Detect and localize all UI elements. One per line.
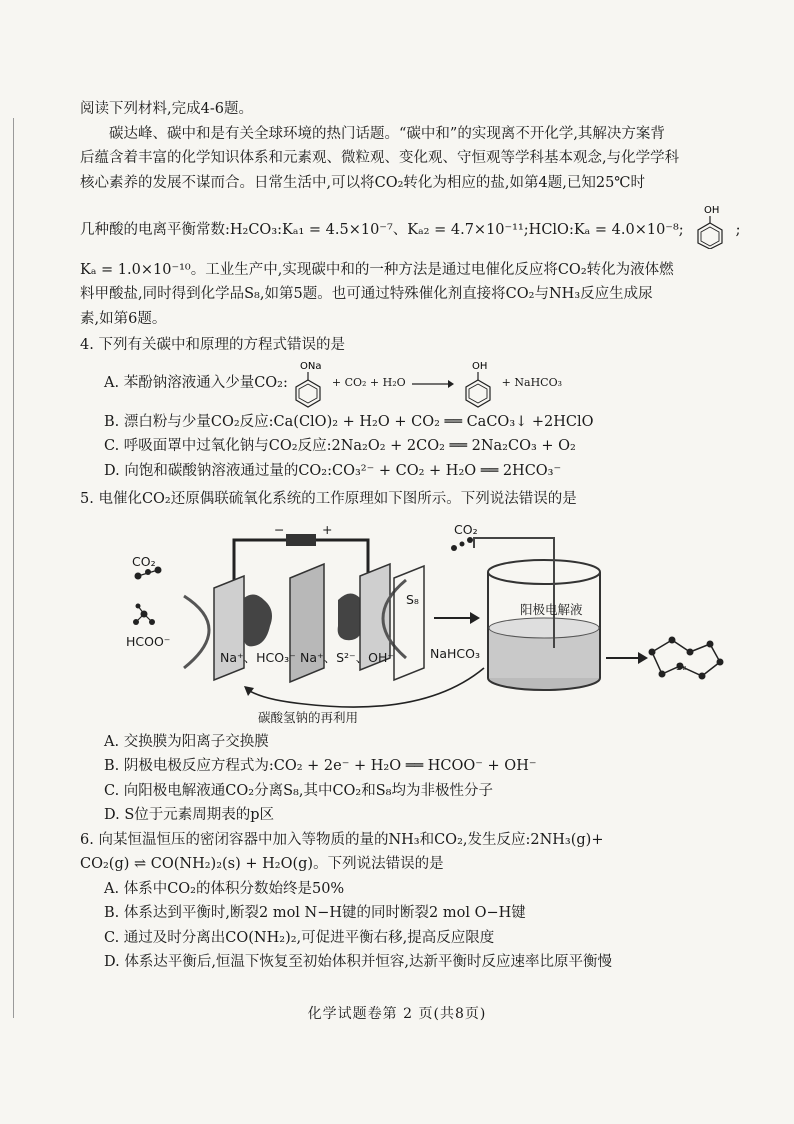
q4-option-a-middle: + CO₂ + H₂O — [331, 376, 406, 390]
reaction-arrow-icon — [410, 378, 454, 390]
q4-option-a-end: + NaHCO₃ — [501, 376, 563, 390]
q6-stem-line-2: CO₂(g) ⇌ CO(NH₂)₂(s) + H₂O(g)。下列说法错误的是 — [80, 856, 444, 872]
s8-middle-label: S₈ — [406, 591, 419, 607]
sodium-phenoxide-structure — [288, 359, 328, 409]
q6-option-a: A. 体系中CO₂的体积分数始终是50% — [104, 880, 345, 897]
acid-constants-sep: ; — [735, 222, 741, 238]
anolyte-label: 阳极电解液 — [520, 601, 583, 617]
battery-minus-label: − — [274, 521, 285, 537]
exam-page — [80, 97, 780, 975]
intro-line-7: 素,如第6题。 — [80, 310, 167, 327]
q6-stem-line-1: 6. 向某恒温恒压的密闭容器中加入等物质的量的NH₃和CO₂,发生反应:2NH₃(g)+ — [80, 831, 604, 848]
svg-text:OH: OH — [471, 360, 488, 372]
q4-option-b: B. 漂白粉与少量CO₂反应:Ca(ClO)₂ + H₂O + CO₂ ══ CaCO₃↓ +2HClO — [104, 413, 594, 430]
q5-option-c: C. 向阳极电解液通CO₂分离S₈,其中CO₂和S₈均为非极性分子 — [104, 782, 493, 799]
hcoo-label: HCOO⁻ — [126, 633, 171, 649]
intro-line-1: 碳达峰、碳中和是有关全球环境的热门话题。“碳中和”的实现离不开化学,其解决方案背 — [109, 125, 665, 142]
intro-heading: 阅读下列材料,完成4-6题。 — [80, 101, 253, 117]
q6-option-c: C. 通过及时分离出CO(NH₂)₂,可促进平衡右移,提高反应限度 — [104, 929, 495, 946]
q4-option-d: D. 向饱和碳酸钠溶液通过量的CO₂:CO₃²⁻ + CO₂ + H₂O ══ 2HCO₃⁻ — [104, 462, 562, 479]
phenol-product-structure — [458, 359, 498, 409]
q5-option-a: A. 交换膜为阳离子交换膜 — [104, 733, 269, 750]
co2-left-label: CO₂ — [132, 553, 156, 569]
q5-option-b: B. 阴极电极反应方程式为:CO₂ + 2e⁻ + H₂O ══ HCOO⁻ + OH⁻ — [104, 758, 537, 774]
q4-stem: 4. 下列有关碳中和原理的方程式错误的是 — [80, 337, 345, 353]
nahco3-label: NaHCO₃ — [430, 645, 480, 661]
ions-left-label: Na⁺、HCO₃⁻ — [220, 649, 296, 665]
q4-option-a-text: A. 苯酚钠溶液通入少量CO₂: — [104, 375, 288, 392]
electrolysis-diagram — [124, 518, 724, 728]
q4-option-c: C. 呼吸面罩中过氧化钠与CO₂反应:2Na₂O₂ + 2CO₂ ══ 2Na₂CO₃ + O₂ — [104, 438, 576, 454]
acid-constants-text: 几种酸的电离平衡常数:H₂CO₃:Kₐ₁ = 4.5×10⁻⁷、Kₐ₂ = 4.7×10⁻¹¹;HClO:Kₐ = 4.0×10⁻⁸; — [80, 222, 684, 238]
q6-option-b: B. 体系达到平衡时,断裂2 mol N−H键的同时断裂2 mol O−H键 — [104, 905, 526, 921]
ions-right-label: Na⁺、S²⁻、OH⁻ — [300, 649, 394, 665]
s8-ring-label: S₈ — [676, 661, 687, 673]
intro-line-3: 核心素养的发展不谋而合。日常生活中,可以将CO₂转化为相应的盐,如第4题,已知25℃时 — [80, 174, 646, 191]
intro-line-5: Kₐ = 1.0×10⁻¹⁰。工业生产中,实现碳中和的一种方法是通过电催化反应将CO₂转化为液体燃 — [80, 261, 674, 278]
battery-plus-label: + — [322, 521, 333, 537]
q5-option-d: D. S位于元素周期表的p区 — [104, 807, 275, 823]
intro-line-2: 后蕴含着丰富的化学知识体系和元素观、微粒观、变化观、守恒观等学科基本观念,与化学学科 — [80, 150, 680, 166]
svg-text:ONa: ONa — [299, 360, 322, 372]
recycle-label: 碳酸氢钠的再利用 — [258, 709, 359, 725]
electrolysis-figure — [124, 518, 724, 728]
phenol-oh-label: OH — [703, 205, 720, 216]
q6-option-d: D. 体系达平衡后,恒温下恢复至初始体积并恒容,达新平衡时反应速率比原平衡慢 — [104, 954, 613, 970]
intro-line-4 — [80, 203, 780, 258]
q5-stem: 5. 电催化CO₂还原偶联硫氧化系统的工作原理如下图所示。下列说法错误的是 — [80, 491, 577, 507]
co2-right-label: CO₂ — [454, 521, 478, 537]
intro-line-6: 料甲酸盐,同时得到化学品S₈,如第5题。也可通过特殊催化剂直接将CO₂与NH₃反应生成尿 — [80, 286, 653, 302]
phenol-structure — [690, 203, 730, 258]
page-binding-rule — [13, 118, 14, 1018]
q4-option-a — [80, 358, 780, 410]
page-footer: 化学试题卷第 2 页(共8页) — [307, 1006, 487, 1022]
